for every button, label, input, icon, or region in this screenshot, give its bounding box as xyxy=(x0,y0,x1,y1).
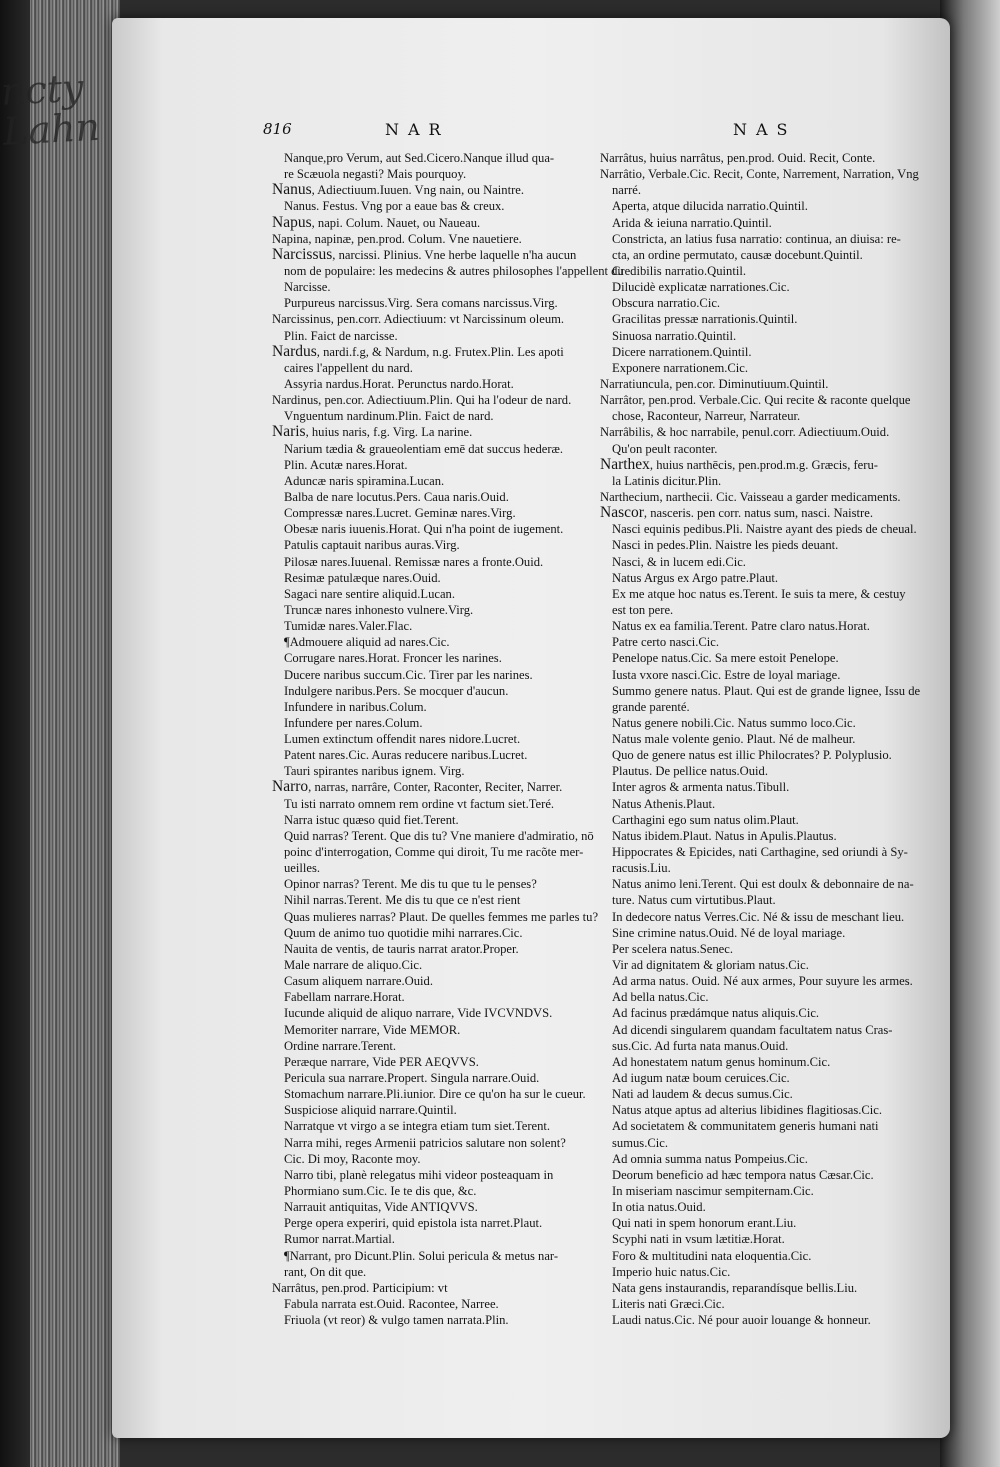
text-line: Narrâtio, Verbale.Cic. Recit, Conte, Narrement, Narration, Vng xyxy=(600,167,919,182)
text-line: Ad societatem & communitatem generis humani nati xyxy=(612,1119,879,1134)
text-line: ture. Natus cum virtutibus.Plaut. xyxy=(612,893,776,908)
text-line: Literis nati Græci.Cic. xyxy=(612,1296,725,1311)
text-line: ¶Admouere aliquid ad nares.Cic. xyxy=(284,635,450,650)
text-line: Pilosæ nares.Iuuenal. Remissæ nares a fronte.Ouid. xyxy=(284,554,544,569)
text-line: Nauita de ventis, de tauris narrat arator.Proper. xyxy=(284,941,519,956)
text-line: Aduncæ naris spiramina.Lucan. xyxy=(284,473,445,488)
text-line: Dilucidè explicatæ narrationes.Cic. xyxy=(612,280,790,295)
text-line: Pericula sua narrare.Propert. Singula narrare.Ouid. xyxy=(284,1071,540,1086)
text-line: Nasci in pedes.Plin. Naistre les pieds deuant. xyxy=(612,538,839,553)
text-line: Natus male volente genio. Plaut. Né de malheur. xyxy=(612,732,856,747)
text-line: Resimæ patulæque nares.Ouid. xyxy=(284,570,441,585)
text-line: Ducere naribus succum.Cic. Tirer par les narines. xyxy=(284,667,533,682)
left-column xyxy=(272,150,624,1328)
text-line: caires l'appellent du nard. xyxy=(284,360,413,375)
text-line: Iucunde aliquid de aliquo narrare, Vide IVCVNDVS. xyxy=(284,1006,553,1021)
text-line: ¶Narrant, pro Dicunt.Plin. Solui pericula & metus nar- xyxy=(284,1248,559,1263)
text-line: Plautus. De pellice natus.Ouid. xyxy=(612,764,768,779)
text-line: Exponere narrationem.Cic. xyxy=(612,360,749,375)
text-line: ueilles. xyxy=(284,861,321,876)
text-line: Nasci, & in lucem edi.Cic. xyxy=(612,554,746,569)
text-line: Opinor narras? Terent. Me dis tu que tu le penses? xyxy=(284,877,537,892)
text-line: Constricta, an latius fusa narratio: continua, an diuisa: re- xyxy=(612,231,901,246)
text-line: Ad omnia summa natus Pompeius.Cic. xyxy=(612,1151,808,1166)
text-line: Memoriter narrare, Vide MEMOR. xyxy=(284,1022,461,1037)
text-line: Narra istuc quæso quid fiet.Terent. xyxy=(284,812,459,827)
text-line: Patent nares.Cic. Auras reducere naribus.Lucret. xyxy=(284,748,528,763)
text-line: Natus Athenis.Plaut. xyxy=(612,796,716,811)
text-line: Tu isti narrato omnem rem ordine vt factum siet.Teré. xyxy=(284,796,555,811)
text-line: Quas mulieres narras? Plaut. De quelles femmes me parles tu? xyxy=(284,909,599,924)
text-line: chose, Raconteur, Narreur, Narrateur. xyxy=(612,409,801,424)
text-line: Nata gens instaurandis, reparandísque bellis.Liu. xyxy=(612,1280,858,1295)
text-line: Suspiciose aliquid narrare.Quintil. xyxy=(284,1103,457,1118)
text-line: Inter agros & armenta natus.Tibull. xyxy=(612,780,790,795)
text-line: Vir ad dignitatem & gloriam natus.Cic. xyxy=(612,958,809,973)
text-line: Scyphi nati in vsum lætitiæ.Horat. xyxy=(612,1232,785,1247)
text-line: Nanus. Festus. Vng por a eaue bas & creux. xyxy=(284,199,505,214)
text-line: la Latinis dicitur.Plin. xyxy=(612,473,722,488)
text-line: poinc d'interrogation, Comme qui diroit, Tu me racõte mer- xyxy=(284,845,584,860)
text-line: Narratiuncula, pen.cor. Diminutiuum.Quintil. xyxy=(600,376,829,391)
right-column xyxy=(600,150,921,1328)
text-line: Qu'on peult raconter. xyxy=(612,441,718,456)
text-line: Narium tædia & graueolentiam emē dat succus hederæ. xyxy=(284,441,564,456)
text-line: Penelope natus.Cic. Sa mere estoit Penelope. xyxy=(612,651,839,666)
book-spine-shadow xyxy=(0,0,30,1467)
text-line: Male narrare de aliquo.Cic. xyxy=(284,958,423,973)
text-line: Nihil narras.Terent. Me dis tu que ce n'est rient xyxy=(284,893,521,908)
text-line: Napina, napinæ, pen.prod. Colum. Vne nauetiere. xyxy=(272,231,522,246)
text-line: Ad arma natus. Ouid. Né aux armes, Pour suyure les armes. xyxy=(612,974,913,989)
text-line: Obesæ naris iuuenis.Horat. Qui n'ha point de iugement. xyxy=(284,522,564,537)
text-line: Plin. Acutæ nares.Horat. xyxy=(284,457,408,472)
text-line: Narra mihi, reges Armenii patricios salutare non solent? xyxy=(284,1135,566,1150)
text-line: Narrâtor, pen.prod. Verbale.Cic. Qui recite & raconte quelque xyxy=(600,393,911,408)
text-line: Compressæ nares.Lucret. Geminæ nares.Virg. xyxy=(284,506,516,521)
text-line: Laudi natus.Cic. Né pour auoir louange & honneur. xyxy=(612,1313,871,1328)
text-line: Natus atque aptus ad alterius libidines flagitiosas.Cic. xyxy=(612,1103,883,1118)
text-line: Narcisse. xyxy=(284,280,331,295)
text-line: In miseriam nascimur sempiternam.Cic. xyxy=(612,1184,814,1198)
text-line: cta, an ordine permutato, causæ docebunt.Quintil. xyxy=(612,247,863,262)
text-line: Peræque narrare, Vide PER AEQVVS. xyxy=(284,1054,479,1069)
text-line: narré. xyxy=(612,183,642,198)
text-line: Ad dicendi singularem quandam facultatem natus Cras- xyxy=(612,1022,893,1037)
text-line: Natus animo leni.Terent. Qui est doulx & debonnaire de na- xyxy=(612,877,914,892)
text-line: Gracilitas pressæ narrationis.Quintil. xyxy=(612,312,798,327)
text-line: Hippocrates & Epicides, nati Carthagine, sed oriundi à Sy- xyxy=(612,845,908,860)
text-line: Natus genere nobili.Cic. Natus summo loco.Cic. xyxy=(612,715,856,730)
text-line: Fabula narrata est.Ouid. Racontee, Narree. xyxy=(284,1296,499,1311)
text-line: Narrauit antiquitas, Vide ANTIQVVS. xyxy=(284,1200,478,1215)
text-line: Obscura narratio.Cic. xyxy=(612,296,721,311)
text-line: Patre certo nasci.Cic. xyxy=(612,635,720,650)
running-head-left: NAR xyxy=(385,120,450,139)
text-line: Quum de animo tuo quotidie mihi narrares.Cic. xyxy=(284,925,523,940)
text-line: Tauri spirantes naribus ignem. Virg. xyxy=(284,764,465,779)
text-line: Nascor, nasceris. pen corr. natus sum, nasci. Naistre. xyxy=(600,504,873,522)
text-line: Narratque vt virgo a se integra etiam tum siet.Terent. xyxy=(284,1119,551,1134)
text-line: Patulis captauit naribus auras.Virg. xyxy=(284,538,460,553)
text-line: rant, On dit que. xyxy=(284,1264,367,1279)
text-line: Sine crimine natus.Ouid. Né de loyal mariage. xyxy=(612,925,846,940)
text-line: In otia natus.Ouid. xyxy=(612,1200,706,1215)
text-line: est ton pere. xyxy=(612,602,674,617)
text-line: Summo genere natus. Plaut. Qui est de grande lignee, Issu de xyxy=(612,683,921,698)
text-line: Dicere narrationem.Quintil. xyxy=(612,344,752,359)
text-line: sumus.Cic. xyxy=(612,1135,668,1150)
running-head-right: NAS xyxy=(733,120,797,139)
text-line: Tumidæ nares.Valer.Flac. xyxy=(284,619,413,634)
text-line: Credibilis narratio.Quintil. xyxy=(612,263,746,278)
text-line: Natus Argus ex Argo patre.Plaut. xyxy=(612,570,779,585)
text-line: Plin. Faict de narcisse. xyxy=(284,328,398,343)
text-line: Natus ibidem.Plaut. Natus in Apulis.Plautus. xyxy=(612,828,837,843)
text-line: Balba de nare locutus.Pers. Caua naris.Ouid. xyxy=(284,489,509,504)
text-line: Infundere in naribus.Colum. xyxy=(284,699,427,714)
text-line: Nanus, Adiectiuum.Iuuen. Vng nain, ou Naintre. xyxy=(272,181,525,199)
text-line: racusis.Liu. xyxy=(612,861,671,876)
text-line: Truncæ nares inhonesto vulnere.Virg. xyxy=(284,602,474,617)
text-line: Narrâbilis, & hoc narrabile, penul.corr. Adiectiuum.Ouid. xyxy=(600,425,890,440)
text-line: Napus, napi. Colum. Nauet, ou Naueau. xyxy=(272,213,481,231)
text-line: Per scelera natus.Senec. xyxy=(612,941,733,956)
text-line: Indulgere naribus.Pers. Se mocquer d'aucun. xyxy=(284,683,509,698)
text-line: Nardinus, pen.cor. Adiectiuum.Plin. Qui ha l'odeur de nard. xyxy=(272,393,572,408)
text-line: Nardus, nardi.f.g, & Nardum, n.g. Frutex.Plin. Les apoti xyxy=(272,342,564,360)
text-line: Phormiano sum.Cic. Ie te dis que, &c. xyxy=(284,1184,477,1198)
text-line: Narcissus, narcissi. Plinius. Vne herbe laquelle n'ha aucun xyxy=(272,245,577,263)
text-line: grande parenté. xyxy=(612,699,690,714)
text-line: Narthecium, narthecii. Cic. Vaisseau a garder medicaments. xyxy=(600,489,901,504)
text-line: Naris, huius naris, f.g. Virg. La narine. xyxy=(272,423,473,441)
text-line: Arida & ieiuna narratio.Quintil. xyxy=(612,215,772,230)
text-line: Sagaci nare sentire aliquid.Lucan. xyxy=(284,586,455,601)
text-line: Casum aliquem narrare.Ouid. xyxy=(284,974,433,989)
text-line: Imperio huic natus.Cic. xyxy=(612,1264,731,1279)
text-line: Vnguentum nardinum.Plin. Faict de nard. xyxy=(284,409,494,424)
text-line: Ad facinus prædámque natus aliquis.Cic. xyxy=(612,1006,820,1021)
text-line: Cic. Di moy, Raconte moy. xyxy=(284,1151,421,1166)
text-line: Narthex, huius narthēcis, pen.prod.m.g. Græcis, feru- xyxy=(600,455,878,473)
text-line: Ordine narrare.Terent. xyxy=(284,1038,397,1053)
text-line: Ad bella natus.Cic. xyxy=(612,990,709,1005)
text-line: nom de populaire: les medecins & autres philosophes l'appellent du xyxy=(284,263,624,278)
text-line: Fabellam narrare.Horat. xyxy=(284,990,405,1005)
text-line: Narrâtus, pen.prod. Participium: vt xyxy=(272,1280,448,1295)
text-line: re Scæuola negasti? Mais pourquoy. xyxy=(284,167,467,182)
text-line: Infundere per nares.Colum. xyxy=(284,715,423,730)
text-line: Narro tibi, planè relegatus mihi videor posteaquam in xyxy=(284,1167,554,1182)
text-line: Stomachum narrare.Pli.iunior. Dire ce qu'on ha sur le cueur. xyxy=(284,1087,586,1102)
text-line: Qui nati in spem honorum erant.Liu. xyxy=(612,1216,797,1231)
text-line: Aperta, atque dilucida narratio.Quintil. xyxy=(612,199,808,214)
text-line: Narcissinus, pen.corr. Adiectiuum: vt Narcissinum oleum. xyxy=(272,312,565,327)
page-number: 816 xyxy=(263,120,292,138)
text-line: Narrâtus, huius narrâtus, pen.prod. Ouid. Recit, Conte. xyxy=(600,151,876,165)
text-line: Corrugare nares.Horat. Froncer les narines. xyxy=(284,651,502,666)
text-line: In dedecore natus Verres.Cic. Né & issu de meschant lieu. xyxy=(612,909,905,924)
text-line: Nati ad laudem & decus sumus.Cic. xyxy=(612,1087,793,1102)
text-line: Assyria nardus.Horat. Perunctus nardo.Horat. xyxy=(284,376,514,391)
text-line: Carthagini ego sum natus olim.Plaut. xyxy=(612,812,799,827)
text-line: Narro, narras, narrâre, Conter, Raconter, Reciter, Narrer. xyxy=(272,778,563,796)
text-line: Purpureus narcissus.Virg. Sera comans narcissus.Virg. xyxy=(284,296,558,311)
text-line: Lumen extinctum offendit nares nidore.Lucret. xyxy=(284,732,521,747)
text-line: Nanque,pro Verum, aut Sed.Cicero.Nanque illud qua- xyxy=(284,151,555,165)
text-line: Quo de genere natus est illic Philocrates? P. Polyplusio. xyxy=(612,748,892,763)
text-line: Ad iugum natæ boum ceruices.Cic. xyxy=(612,1071,790,1086)
text-line: Iusta vxore nasci.Cic. Estre de loyal mariage. xyxy=(612,667,841,682)
text-line: Ex me atque hoc natus es.Terent. Ie suis ta mere, & cestuy xyxy=(612,586,906,601)
text-line: Ad honestatem natum genus hominum.Cic. xyxy=(612,1054,831,1069)
margin-handwriting: ncty Lahn xyxy=(0,65,101,154)
text-line: Perge opera experiri, quid epistola ista narret.Plaut. xyxy=(284,1216,543,1231)
text-line: Sinuosa narratio.Quintil. xyxy=(612,328,737,343)
text-line: Rumor narrat.Martial. xyxy=(284,1232,395,1247)
text-line: Natus ex ea familia.Terent. Patre claro natus.Horat. xyxy=(612,619,870,634)
text-line: Friuola (vt reor) & vulgo tamen narrata.Plin. xyxy=(284,1313,509,1328)
text-line: sus.Cic. Ad furta nata manus.Ouid. xyxy=(612,1038,789,1053)
text-line: Quid narras? Terent. Que dis tu? Vne maniere d'admiratio, nō xyxy=(284,828,594,843)
text-line: Foro & multitudini nata eloquentia.Cic. xyxy=(612,1248,812,1263)
text-line: Nasci equinis pedibus.Pli. Naistre ayant des pieds de cheual. xyxy=(612,522,917,537)
text-line: Deorum beneficio ad hæc tempora natus Cæsar.Cic. xyxy=(612,1167,874,1182)
